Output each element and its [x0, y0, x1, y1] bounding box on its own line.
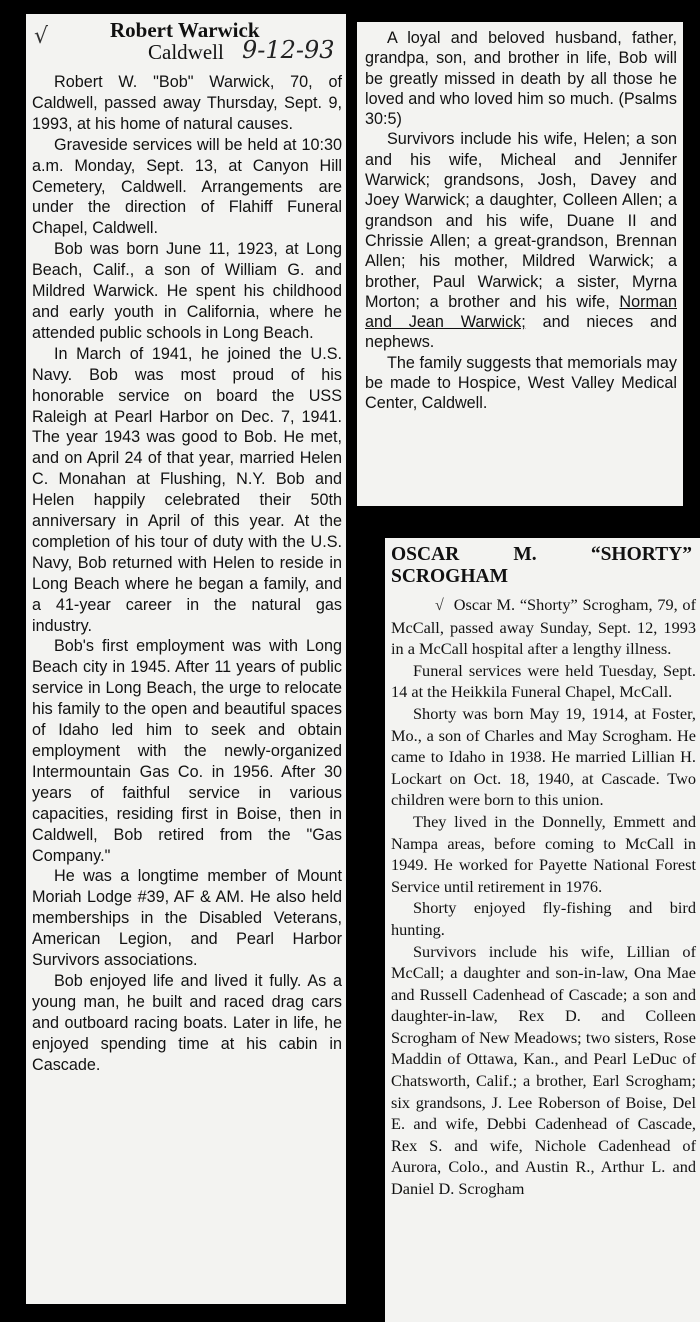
survivors-text: Survivors include his wife, Helen; a son and his wife, Micheal and Jennifer Warwick; grandsons, Josh, Davey and Joey Warwick; a daughter, Colleen Allen; a grandson and his wife, Duane II and Chrissie Allen; a great-grandson, Brennan Allen; his mother, Mildred Warwick; a brother, Paul Warwick; a sister, Myrna Morton; a brother and his wife, — [365, 130, 677, 311]
warwick-name: Robert Warwick — [110, 18, 260, 42]
warwick-continuation-clipping — [357, 22, 683, 506]
warwick-paragraph: Graveside services will be held at 10:30 a.m. Monday, Sept. 13, at Canyon Hill Cemetery, Caldwell. Arrangements are under the direction of Flahiff Funeral Chapel, Caldwell. — [32, 135, 342, 238]
scrogham-obituary-clipping — [385, 538, 700, 1322]
check-mark-icon: √ — [435, 597, 444, 614]
scrogham-intro-text: Oscar M. “Shorty” Scrogham, 79, of McCall, passed away Sunday, Sept. 12, 1993 in a McCall hospital after a lengthy illness. — [391, 595, 696, 659]
check-mark-icon: √ — [34, 24, 49, 49]
warwick-paragraph: Robert W. "Bob" Warwick, 70, of Caldwell, passed away Thursday, Sept. 9, 1993, at his home of natural causes. — [32, 73, 342, 133]
scrogham-paragraph: Shorty enjoyed fly-fishing and bird hunting. — [391, 898, 696, 939]
underlined-names: Norman and Jean Warwick; — [365, 292, 677, 332]
warwick-paragraph: In March of 1941, he joined the U.S. Navy. Bob was most proud of his honorable service on board the USS Raleigh at Pearl Harbor on Dec. 7, 1941. The year 1943 was good to Bob. He met, and on April 24 of that year, married Helen C. Monahan at Flushing, N.Y. Bob and Helen happily celebrated their 50th anniversary in April of this year. At the completion of his tour of duty with the U.S. Navy, Bob returned with Helen to reside in Long Beach where he began a family, and a 41-year career in the natural gas industry. — [32, 344, 342, 635]
survivors-text-end: and nieces and nephews. — [365, 313, 677, 352]
scrogham-heading-surname: SCROGHAM — [391, 566, 508, 587]
scrogham-heading-first: OSCAR — [391, 544, 460, 565]
warwick-tribute-paragraph: A loyal and beloved husband, father, grandpa, son, and brother in life, Bob will be greatly missed in death by all those he loved and who loved him so much. (Psalms 30:5) — [365, 29, 677, 129]
warwick-paragraph: Bob was born June 11, 1923, at Long Beach, Calif., a son of William G. and Mildred Warwick. He spent his childhood and early youth in California, where he attended public schools in Long Beach. — [32, 240, 342, 342]
warwick-town: Caldwell — [148, 40, 224, 64]
scrogham-heading-nickname: “SHORTY” — [590, 544, 692, 565]
warwick-paragraph: Bob enjoyed life and lived it fully. As a young man, he built and raced drag cars and outboard racing boats. Later in life, he enjoyed spending time at his cabin in Cascade. — [32, 971, 342, 1074]
warwick-memorials-paragraph: The family suggests that memorials may be made to Hospice, West Valley Medical Center, Caldwell. — [365, 353, 677, 413]
scrogham-paragraph — [391, 594, 696, 660]
handwritten-date: 9-12-93 — [242, 36, 335, 64]
warwick-header — [32, 18, 342, 72]
scrogham-paragraph: They lived in the Donnelly, Emmett and Nampa areas, before coming to McCall in 1949. He worked for Payette National Forest Service until retirement in 1976. — [391, 811, 696, 896]
warwick-paragraph: He was a longtime member of Mount Moriah Lodge #39, AF & AM. He also held memberships in the Disabled Veterans, American Legion, and Pearl Harbor Survivors associations. — [32, 867, 342, 970]
scrogham-paragraph: Shorty was born May 19, 1914, at Foster, Mo., a son of Charles and May Scrogham. He came to Idaho in 1938. He married Lillian H. Lockart on Oct. 18, 1940, at Cascade. Two children were born to this union. — [391, 703, 696, 810]
scrogham-heading-middle: M. — [513, 544, 537, 565]
warwick-paragraph: Bob's first employment was with Long Beach city in 1945. After 11 years of public service in Long Beach, the urge to relocate his family to the open and beautiful spaces of Idaho led him to seek and obtain employment with the newly-organized Intermountain Gas Co. in 1956. After 30 years of faithful service in various capacities, residing first in Boise, then in Caldwell, Bob retired from the "Gas Company." — [32, 637, 342, 865]
scrogham-paragraph: Funeral services were held Tuesday, Sept. 14 at the Heikkila Funeral Chapel, McCall. — [391, 660, 696, 702]
scrogham-header — [391, 544, 696, 594]
warwick-survivors-paragraph — [365, 129, 677, 352]
scrogham-paragraph: Survivors include his wife, Lillian of McCall; a daughter and son-in-law, Ona Mae and Russell Cadenhead of Cascade; a son and daughter-in-law, Rex D. and Colleen Scrogham of New Meadows; two sisters, Rose Maddin of Ottawa, Kan., and Pearl LeDuc of Chatsworth, Calif.; a brother, Earl Scrogham; six grandsons, J. Lee Roberson of Boise, Del E. and wife, Debbi Cadenhead of Cascade, Rex S. and wife, Nichole Cadenhead of Aurora, Colo., and Austin R., Arthur L. and Daniel D. Scrogham — [391, 941, 696, 1199]
warwick-obituary-clipping — [26, 14, 346, 1304]
